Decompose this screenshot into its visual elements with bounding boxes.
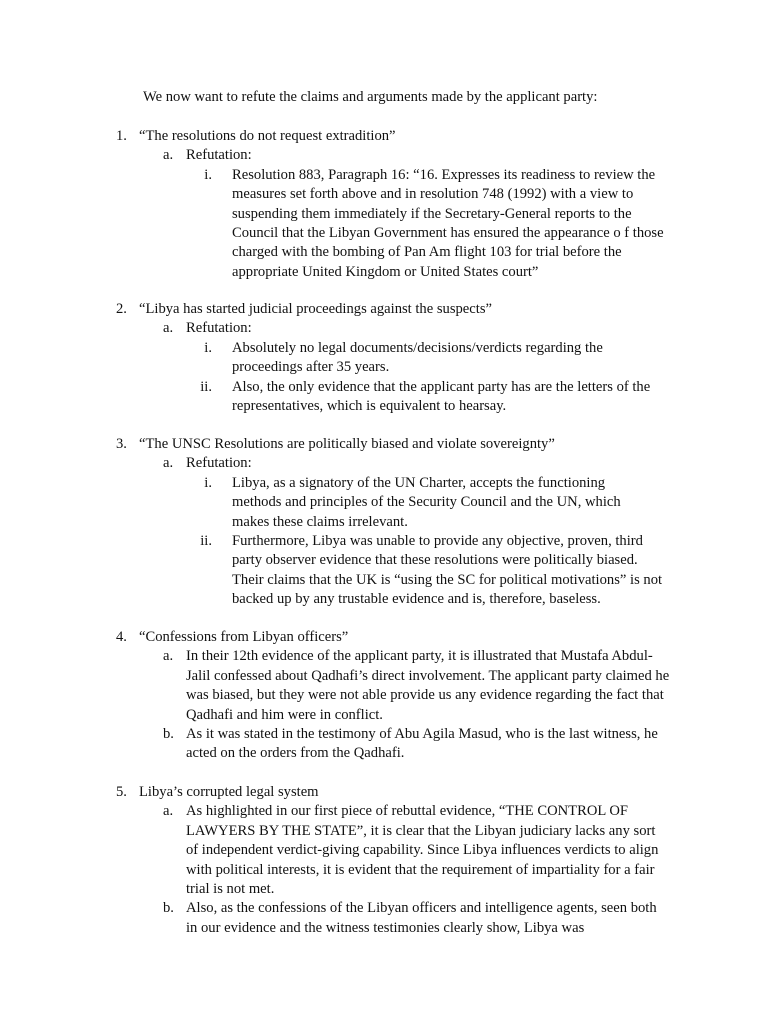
item-title: “The resolutions do not request extradition” — [139, 128, 396, 144]
sub-item — [0, 319, 768, 338]
sub-item — [0, 802, 768, 899]
item-number: 1. — [116, 128, 127, 144]
sub-item — [0, 454, 768, 473]
item-heading — [0, 783, 768, 802]
sub-item — [0, 725, 768, 764]
subsub-item — [0, 532, 768, 610]
subsub-marker: i. — [204, 474, 212, 491]
item-heading — [0, 628, 768, 647]
sub-marker: a. — [163, 147, 174, 164]
sub-text: In their 12th evidence of the applicant party, it is illustrated that Mustafa Abdul-Jalil confessed about Qadhafi’s direct involvement. The applicant party claimed he was biased, but they were not able provide us any evidence regarding the fact that Qadhafi and him were in conflict. — [186, 648, 670, 723]
list-item-3 — [0, 435, 768, 610]
subsub-item — [0, 166, 768, 282]
item-title: “Confessions from Libyan officers” — [139, 629, 349, 645]
subsub-text: Resolution 883, Paragraph 16: “16. Expresses its readiness to review the measures set forth above and in resolution 748 (1992) with a view to suspending them immediately if the Secretary-General reports to the Council that the Libyan Government has ensured the appearance o f those charged with the bombing of Pan Am flight 103 for trial before the appropriate United Kingdom or United States court” — [232, 166, 664, 280]
sub-text: Refutation: — [186, 320, 252, 337]
sub-marker: a. — [163, 320, 174, 337]
sub-item — [0, 647, 768, 725]
subsub-marker: ii. — [200, 378, 212, 395]
item-title: “The UNSC Resolutions are politically biased and violate sovereignty” — [139, 436, 555, 452]
item-heading — [0, 127, 768, 146]
sub-text: Refutation: — [186, 147, 252, 164]
item-number: 5. — [116, 784, 127, 800]
list-item-2 — [0, 300, 768, 416]
item-heading — [0, 300, 768, 319]
item-heading — [0, 435, 768, 454]
sub-marker: a. — [163, 648, 174, 665]
sub-item — [0, 146, 768, 165]
item-title: Libya’s corrupted legal system — [139, 784, 319, 800]
list-item-5 — [0, 783, 768, 938]
subsub-text: Furthermore, Libya was unable to provide any objective, proven, third party observer evidence that these resolutions were politically biased. Their claims that the UK is “using the SC for political motivations” is not backed up by any trustable evidence and is, therefore, baseless. — [232, 533, 663, 608]
subsub-text: Absolutely no legal documents/decisions/verdicts regarding the proceedings after 35 years. — [232, 339, 603, 376]
subsub-item — [0, 474, 768, 532]
list-item-1 — [0, 127, 768, 282]
subsub-item — [0, 378, 768, 417]
sub-marker: a. — [163, 455, 174, 472]
sub-text: Refutation: — [186, 455, 252, 472]
subsub-text: Also, the only evidence that the applicant party has are the letters of the representatives, which is equivalent to hearsay. — [232, 378, 651, 415]
sub-text: Also, as the confessions of the Libyan officers and intelligence agents, seen both in our evidence and the witness testimonies clearly show, Libya was — [186, 900, 657, 936]
sub-marker: b. — [163, 900, 174, 917]
subsub-marker: i. — [204, 166, 212, 183]
item-number: 3. — [116, 436, 127, 452]
sub-marker: b. — [163, 726, 174, 743]
item-number: 4. — [116, 629, 127, 645]
subsub-marker: ii. — [200, 533, 212, 550]
intro-paragraph: We now want to refute the claims and arguments made by the applicant party: — [143, 89, 598, 105]
sub-item — [0, 899, 768, 938]
item-title: “Libya has started judicial proceedings against the suspects” — [139, 301, 492, 317]
list-item-4 — [0, 628, 768, 764]
sub-marker: a. — [163, 803, 174, 820]
item-number: 2. — [116, 301, 127, 317]
sub-text: As highlighted in our first piece of rebuttal evidence, “THE CONTROL OF LAWYERS BY THE STATE”, it is clear that the Libyan judiciary lacks any sort of independent verdict-giving capability. Since Libya influences verdicts to align with political interests, it is evident that the requirement of impartiality for a fair trial is not met. — [186, 803, 659, 898]
subsub-item — [0, 339, 768, 378]
subsub-marker: i. — [204, 339, 212, 356]
subsub-text: Libya, as a signatory of the UN Charter, accepts the functioning methods and principles of the Security Council and the UN, which makes these claims irrelevant. — [232, 474, 621, 530]
sub-text: As it was stated in the testimony of Abu Agila Masud, who is the last witness, he acted on the orders from the Qadhafi. — [186, 726, 658, 762]
